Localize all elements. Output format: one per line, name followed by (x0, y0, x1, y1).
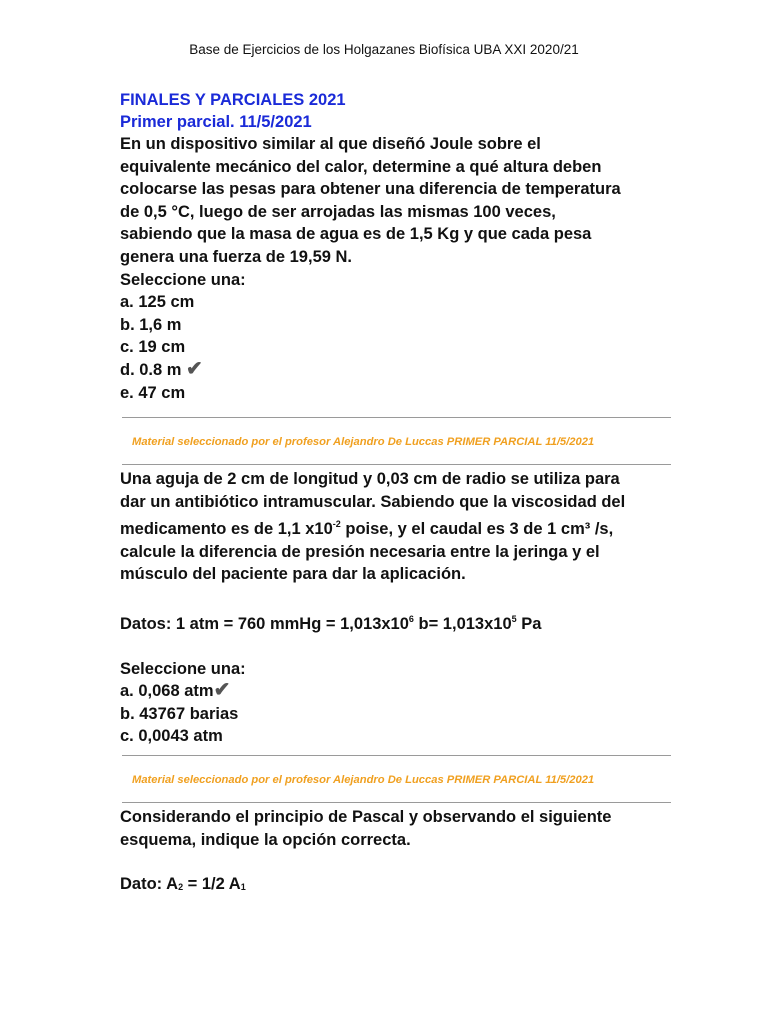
divider (122, 464, 671, 465)
dato-fragment: Dato: A (120, 875, 179, 894)
question-2-text-fragment: medicamento es de 1,1 x10 (120, 520, 333, 539)
question-1-line: colocarse las pesas para obtener una diferencia de temperatura (120, 180, 621, 199)
datos-fragment: Datos: 1 atm = 760 mmHg = 1,013x10 (120, 614, 409, 633)
question-3-text (120, 806, 680, 899)
question-2-prompt: Seleccione una: (120, 659, 246, 678)
question-1-prompt: Seleccione una: (120, 270, 246, 289)
source-note: Material seleccionado por el profesor Alejandro De Luccas PRIMER PARCIAL 11/5/2021 (132, 436, 595, 448)
question-1-line: de 0,5 °C, luego de ser arrojadas las mismas 100 veces, (120, 202, 556, 221)
question-3-line: esquema, indique la opción correcta. (120, 830, 411, 849)
question-2-option: b. 43767 barias (120, 704, 239, 723)
checkmark-icon: ✔ (186, 357, 203, 380)
question-1-option: e. 47 cm (120, 383, 186, 402)
divider (122, 755, 671, 756)
question-1-option-correct (120, 359, 680, 382)
question-1-line: En un dispositivo similar al que diseñó Joule sobre el (120, 135, 541, 153)
section-title: FINALES Y PARCIALES 2021 (120, 91, 346, 109)
question-1-option-text: d. 0.8 m (120, 360, 182, 379)
question-3-line: Considerando el principio de Pascal y observando el siguiente (120, 808, 612, 826)
question-2-block (120, 468, 680, 748)
source-note: Material seleccionado por el profesor Alejandro De Luccas PRIMER PARCIAL 11/5/2021 (132, 774, 595, 786)
question-2-line: Una aguja de 2 cm de longitud y 0,03 cm de radio se utiliza para (120, 470, 620, 488)
subscript: 1 (240, 882, 246, 893)
divider (122, 802, 671, 803)
question-2-line: dar un antibiótico intramuscular. Sabiendo que la viscosidad del (120, 492, 626, 511)
question-1-line: equivalente mecánico del calor, determine a qué altura deben (120, 157, 602, 176)
divider (122, 417, 671, 418)
page-header: Base de Ejercicios de los Holgazanes Biofísica UBA XXI 2020/21 (189, 42, 579, 57)
exponent: 5 (511, 613, 517, 624)
spacer (120, 851, 680, 873)
question-2-line: calcule la diferencia de presión necesaria entre la jeringa y el (120, 542, 600, 561)
question-2-option-text: a. 0,068 atm (120, 682, 214, 701)
question-2-line (120, 513, 680, 541)
section-subtitle: Primer parcial. 11/5/2021 (120, 113, 312, 131)
question-1-option: c. 19 cm (120, 338, 186, 357)
question-1-line: genera una fuerza de 19,59 N. (120, 247, 353, 266)
exponent: -2 (332, 519, 341, 530)
question-1-option: a. 125 cm (120, 293, 195, 312)
subscript: 2 (178, 882, 184, 893)
question-2-datos (120, 608, 680, 636)
question-3-dato (120, 873, 680, 899)
question-1-line: sabiendo que la masa de agua es de 1,5 Kg y que cada pesa (120, 225, 592, 244)
question-1-option: b. 1,6 m (120, 315, 182, 334)
question-2-text (120, 468, 680, 748)
dato-fragment: = 1/2 A (183, 875, 241, 894)
spacer (120, 586, 680, 608)
question-2-option-correct (120, 680, 680, 703)
question-2-text-fragment: poise, y el caudal es 3 de 1 cm³ /s, (340, 520, 614, 539)
question-2-option: c. 0,0043 atm (120, 727, 223, 746)
question-2-line: músculo del paciente para dar la aplicación. (120, 565, 466, 584)
question-3-block (120, 806, 680, 899)
datos-fragment: Pa (516, 614, 542, 633)
question-1-block (120, 89, 680, 404)
checkmark-icon: ✔ (213, 679, 231, 702)
spacer (120, 636, 680, 658)
question-1-text (120, 133, 680, 404)
exponent: 6 (408, 613, 414, 624)
datos-fragment: b= 1,013x10 (413, 614, 512, 633)
